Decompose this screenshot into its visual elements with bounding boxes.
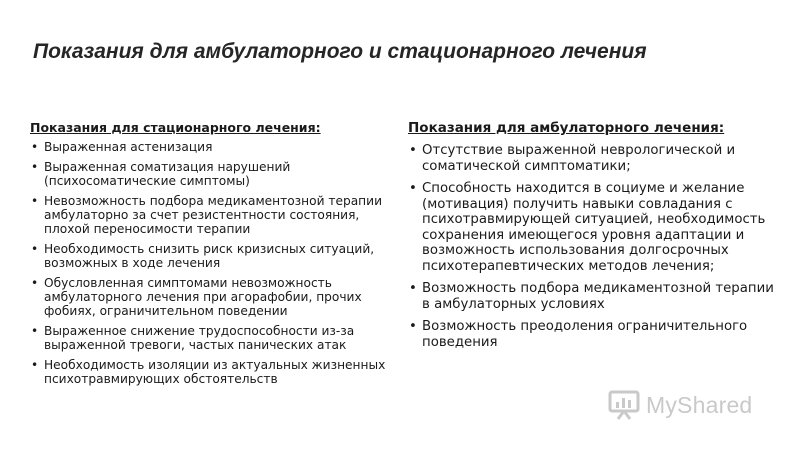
list-item: • Обусловленная симптомами невозможность амбулаторного лечения при агорафобии, прочих фобиях, ограничительном поведении (30, 276, 390, 318)
inpatient-heading: Показания для стационарного лечения: (30, 120, 321, 135)
inpatient-list (30, 140, 390, 386)
list-item: • Выраженная соматизация нарушений (психосоматические симптомы) (30, 160, 390, 188)
outpatient-indications-column (408, 120, 780, 357)
list-item: • Невозможность подбора медикаментозной терапии амбулаторно за счет резистентности состояния, плохой переносимости терапии (30, 194, 390, 236)
list-item: • Выраженное снижение трудоспособности из-за выраженной тревоги, частых панических атак (30, 324, 390, 352)
list-item: • Возможность подбора медикаментозной терапии в амбулаторных условиях (408, 281, 780, 312)
outpatient-heading: Показания для амбулаторного лечения: (408, 120, 725, 136)
myshared-watermark[interactable] (608, 388, 752, 422)
list-item: • Необходимость изоляции из актуальных жизненных психотравмирующих обстоятельств (30, 358, 390, 386)
slide-title: Показания для амбулаторного и стационарного лечения (33, 40, 647, 63)
list-item: • Необходимость снизить риск кризисных ситуаций, возможных в ходе лечения (30, 242, 390, 270)
inpatient-indications-column (30, 120, 390, 392)
list-item: • Возможность преодоления ограничительного поведения (408, 319, 780, 350)
watermark-text: MyShared (646, 391, 753, 418)
list-item: • Отсутствие выраженной неврологической и соматической симптоматики; (408, 143, 780, 174)
presentation-board-icon (608, 389, 640, 421)
list-item: • Выраженная астенизация (30, 140, 390, 154)
list-item: • Способность находится в социуме и желание (мотивация) получить навыки совладания с психотравмирующей ситуацией, необходимость сохранения имеющегося уровня адаптации и возможность использования долгосрочных психотерапевтических методов лечения; (408, 181, 780, 274)
outpatient-list (408, 143, 780, 350)
